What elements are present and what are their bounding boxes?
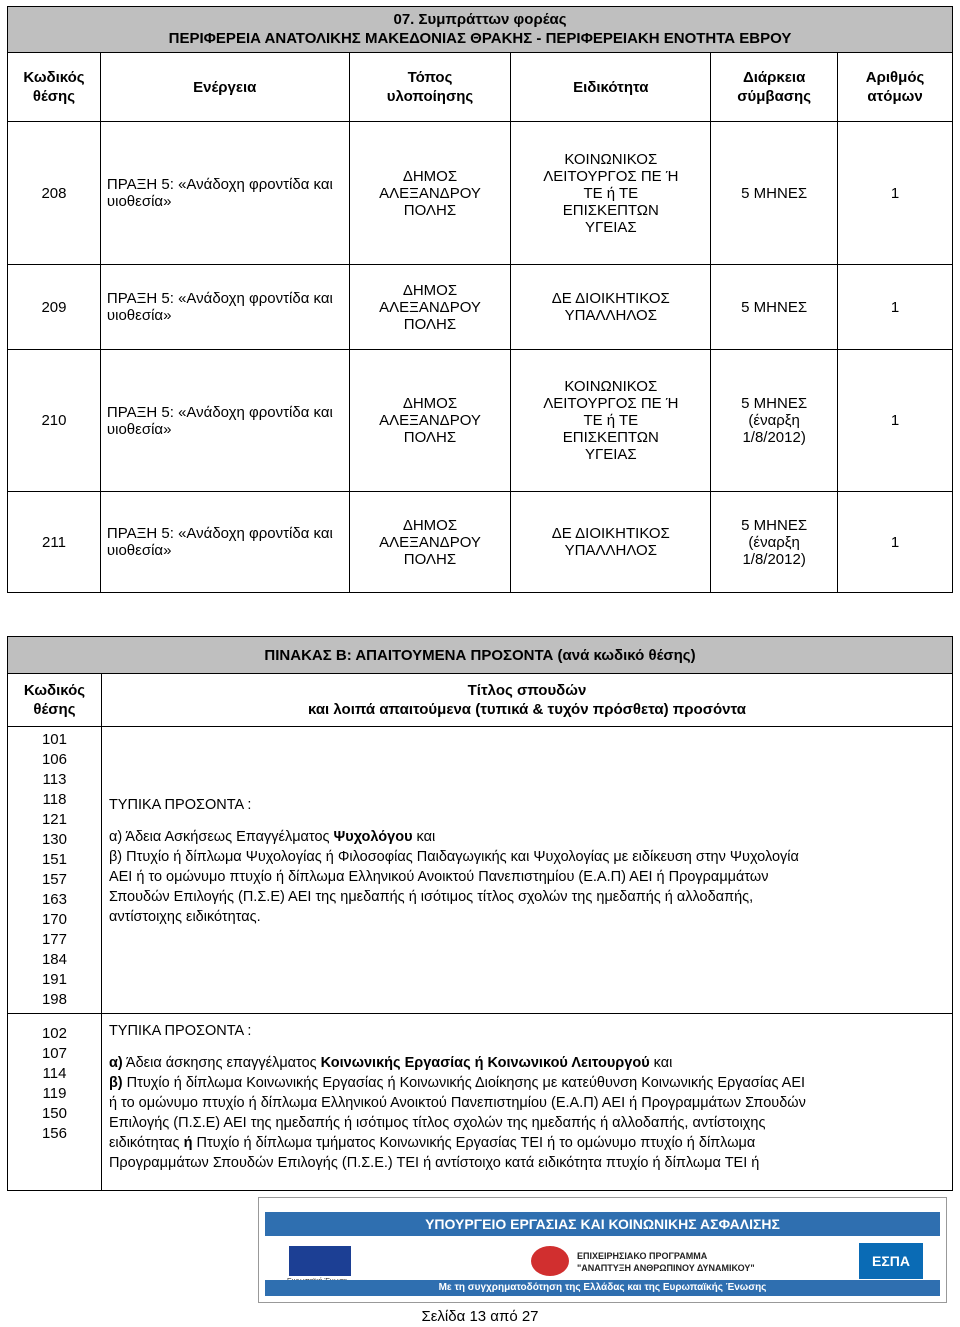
specialty-cell: ΔΕ ΔΙΟΙΚΗΤΙΚΟΣ ΥΠΑΛΛΗΛΟΣ <box>511 492 711 593</box>
specialty-cell: ΚΟΙΝΩΝΙΚΟΣ ΛΕΙΤΟΥΡΓΟΣ ΠΕ Ή ΤΕ ή ΤΕ ΕΠΙΣΚΕΠΤΩΝ ΥΓΕΙΑΣ <box>511 122 711 265</box>
position-code: 208 <box>8 122 101 265</box>
action-cell: ΠΡΑΞΗ 5: «Ανάδοχη φροντίδα και υιοθεσία» <box>100 492 349 593</box>
page-number: Σελίδα 13 από 27 <box>421 1308 539 1325</box>
position-code: 113 <box>42 771 67 788</box>
cofunding-text: Με τη συγχρηματοδότηση της Ελλάδας και της Ευρωπαϊκής Ένωσης <box>265 1280 940 1296</box>
qualification-text: ΤΥΠΙΚΑ ΠΡΟΣΟΝΤΑ : α) Άδεια Ασκήσεως Επαγγέλματος Ψυχολόγου και β) Πτυχίο ή δίπλωμα Ψυχολογίας ή Φιλοσοφίας Παιδαγωγικής και Ψυχολογίας με ειδίκευση στην Ψυχολογία ΑΕΙ ή το ομώνυμο πτυχίο ή δίπλωμα Ελληνικού Ανοικτού Πανεπιστημίου (Ε.Α.Π) ΑΕΙ ή Προγραμμάτων Σπουδών Επιλογής (Π.Σ.Ε) ΑΕΙ της ημεδαπής ή ισότιμος τίτλος σχολών της ημεδαπής ή αλλοδαπής, αντίστοιχης ειδικότητας. <box>101 727 952 1014</box>
table-title <box>8 7 953 53</box>
table-row <box>8 492 953 593</box>
location-cell: ΔΗΜΟΣ ΑΛΕΞΑΝΔΡΟΥ ΠΟΛΗΣ <box>349 492 511 593</box>
header-code: Κωδικός θέσης <box>8 674 102 727</box>
specialty-cell: ΔΕ ΔΙΟΙΚΗΤΙΚΟΣ ΥΠΑΛΛΗΛΟΣ <box>511 265 711 350</box>
duration-cell: 5 ΜΗΝΕΣ (έναρξη 1/8/2012) <box>711 350 838 492</box>
duration-cell: 5 ΜΗΝΕΣ <box>711 122 838 265</box>
position-code: 101 <box>41 731 67 748</box>
espa-logo: ΕΣΠΑ <box>859 1243 923 1279</box>
action-cell: ΠΡΑΞΗ 5: «Ανάδοχη φροντίδα και υιοθεσία» <box>100 265 349 350</box>
location-cell: ΔΗΜΟΣ ΑΛΕΞΑΝΔΡΟΥ ΠΟΛΗΣ <box>349 350 511 492</box>
header-code: Κωδικός θέσης <box>8 53 101 122</box>
table-row <box>8 265 953 350</box>
ministry-band: ΥΠΟΥΡΓΕΙΟ ΕΡΓΑΣΙΑΣ ΚΑΙ ΚΟΙΝΩΝΙΚΗΣ ΑΣΦΑΛΙΣΗΣ <box>265 1212 940 1236</box>
position-code: 102 <box>41 1025 67 1042</box>
position-code: 198 <box>41 991 67 1008</box>
position-code: 210 <box>8 350 101 492</box>
location-cell: ΔΗΜΟΣ ΑΛΕΞΑΝΔΡΟΥ ΠΟΛΗΣ <box>349 265 511 350</box>
position-code: 118 <box>42 791 67 808</box>
action-cell: ΠΡΑΞΗ 5: «Ανάδοχη φροντίδα και υιοθεσία» <box>100 122 349 265</box>
table-row <box>8 122 953 265</box>
qualification-row <box>8 727 953 1014</box>
position-code: 184 <box>41 951 67 968</box>
position-code: 211 <box>8 492 101 593</box>
count-cell: 1 <box>838 122 953 265</box>
program-logo-icon <box>531 1246 569 1276</box>
position-code: 157 <box>41 871 67 888</box>
position-code: 119 <box>42 1085 67 1102</box>
position-code: 209 <box>8 265 101 350</box>
count-cell: 1 <box>838 265 953 350</box>
position-code: 163 <box>41 891 67 908</box>
action-cell: ΠΡΑΞΗ 5: «Ανάδοχη φροντίδα και υιοθεσία» <box>100 350 349 492</box>
position-code: 151 <box>41 851 67 868</box>
duration-cell: 5 ΜΗΝΕΣ <box>711 265 838 350</box>
position-code: 170 <box>41 911 67 928</box>
qualification-row <box>8 1014 953 1191</box>
duration-cell: 5 ΜΗΝΕΣ (έναρξη 1/8/2012) <box>711 492 838 593</box>
table-b-title: ΠΙΝΑΚΑΣ Β: ΑΠΑΙΤΟΥΜΕΝΑ ΠΡΟΣΟΝΤΑ (ανά κωδικό θέσης) <box>8 637 953 674</box>
header-title: Τίτλος σπουδών και λοιπά απαιτούμενα (τυπικά & τυχόν πρόσθετα) προσόντα <box>101 674 952 727</box>
count-cell: 1 <box>838 350 953 492</box>
count-cell: 1 <box>838 492 953 593</box>
qualification-text: ΤΥΠΙΚΑ ΠΡΟΣΟΝΤΑ : α) Άδεια άσκησης επαγγέλματος Κοινωνικής Εργασίας ή Κοινωνικού Λειτουργού και β) Πτυχίο ή δίπλωμα Κοινωνικής Εργασίας ή Κοινωνικής Διοίκησης με κατεύθυνση Κοινωνικής Εργασίας ΑΕΙ ή το ομώνυμο πτυχίο ή δίπλωμα Ελληνικού Ανοικτού Πανεπιστημίου (Ε.Α.Π) ΑΕΙ ή Προγραμμάτων Σπουδών Επιλογής (Π.Σ.Ε) ΑΕΙ της ημεδαπής ή ισότιμος τίτλος σχολών της ημεδαπής ή αλλοδαπής, αντίστοιχης ειδικότητας ή Πτυχίο ή δίπλωμα τμήματος Κοινωνικής Εργασίας ΤΕΙ ή το ομώνυμο πτυχίο ή δίπλωμα Προγραμμάτων Σπουδών Επιλογής (Π.Σ.Ε.) ΤΕΙ ή αντίστοιχο κατά ειδικότητα πτυχίο ή δίπλωμα ΤΕΙ ή <box>101 1014 952 1191</box>
program-name: ΕΠΙΧΕΙΡΗΣΙΑΚΟ ΠΡΟΓΡΑΜΜΑ "ΑΝΑΠΤΥΞΗ ΑΝΘΡΩΠΙΝΟΥ ΔΥΝΑΜΙΚΟΥ" <box>577 1251 755 1273</box>
position-codes-list <box>8 727 102 1014</box>
position-codes-list <box>8 1014 102 1191</box>
header-count: Αριθμός ατόμων <box>838 53 953 122</box>
header-row <box>8 53 953 122</box>
qualifications-table <box>7 636 953 1191</box>
header-specialty: Ειδικότητα <box>511 53 711 122</box>
position-code: 177 <box>41 931 67 948</box>
position-code: 130 <box>41 831 67 848</box>
specialty-cell: ΚΟΙΝΩΝΙΚΟΣ ΛΕΙΤΟΥΡΓΟΣ ΠΕ Ή ΤΕ ή ΤΕ ΕΠΙΣΚΕΠΤΩΝ ΥΓΕΙΑΣ <box>511 350 711 492</box>
eu-flag-icon <box>289 1246 351 1276</box>
title-line-2: ΠΕΡΙΦΕΡΕΙΑ ΑΝΑΤΟΛΙΚΗΣ ΜΑΚΕΔΟΝΙΑΣ ΘΡΑΚΗΣ - ΠΕΡΙΦΕΡΕΙΑΚΗ ΕΝΟΤΗΤΑ ΕΒΡΟΥ <box>168 30 792 47</box>
header-duration: Διάρκεια σύμβασης <box>711 53 838 122</box>
table-row <box>8 350 953 492</box>
position-code: 106 <box>41 751 67 768</box>
positions-table <box>7 6 953 593</box>
table-b-header <box>8 674 953 727</box>
position-code: 107 <box>41 1045 67 1062</box>
header-location: Τόπος υλοποίησης <box>349 53 511 122</box>
position-code: 156 <box>41 1125 67 1142</box>
position-code: 191 <box>41 971 67 988</box>
position-code: 114 <box>42 1065 67 1082</box>
position-code: 121 <box>41 811 67 828</box>
location-cell: ΔΗΜΟΣ ΑΛΕΞΑΝΔΡΟΥ ΠΟΛΗΣ <box>349 122 511 265</box>
funding-banner <box>258 1197 947 1303</box>
position-code: 150 <box>41 1105 67 1122</box>
header-action: Ενέργεια <box>100 53 349 122</box>
title-line-1: 07. Συμπράττων φορέας <box>393 11 567 28</box>
